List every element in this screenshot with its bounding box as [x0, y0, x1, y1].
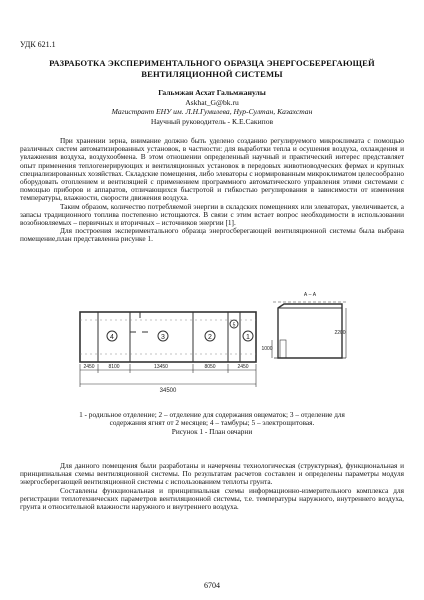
- paragraph: Составлены функциональная и принципиальная схемы информационно-измерительного комплекса для регистрации теплотехнических параметров вентиляционной системы, т.е. температуры наружного, внутреннего воздуха, грунта и относительной влажности наружного и внутреннего воздуха.: [20, 485, 404, 512]
- dimension-label: 8050: [204, 364, 216, 370]
- paragraph: Для данного помещения были разработаны и начерчены технологическая (структурная), функциональная и принципиальная схемы вентиляционной системы. По результатам расчетов составлен и определены параметры модуля энергосберегающей вентиляционной системы с использованием теплоты грунта.: [20, 461, 404, 487]
- dimension-label: 2450: [83, 364, 95, 370]
- author-block: [20, 88, 404, 127]
- room-label: 3: [161, 334, 165, 341]
- caption-title: Рисунок 1 - План овчарни: [171, 426, 253, 436]
- author-email: Askhat_G@bk.ru: [185, 97, 239, 107]
- caption-line: 1 - родильное отделение; 2 – отделение для содержания овцематок; 3 – отделение для: [79, 410, 345, 419]
- room-label: 2: [208, 334, 212, 341]
- title-line-2: ВЕНТИЛЯЦИОННОЙ СИСТЕМЫ: [141, 68, 283, 79]
- section-label: А – А: [303, 292, 317, 298]
- author-affiliation: Магистрант ЕНУ им. Л.Н.Гумилева, Нур-Султан, Казахстан: [111, 107, 313, 117]
- paper-title: [20, 58, 404, 79]
- dimension-label: 2450: [237, 364, 249, 370]
- caption-line: содержания ягнят от 2 месяцев; 4 – тамбуры; 5 – электрощитовая.: [109, 418, 315, 428]
- section-dimension: 1000: [261, 346, 273, 352]
- room-label: 4: [110, 334, 114, 341]
- body-text: [20, 137, 404, 244]
- figure-sheepfold-plan: [78, 284, 350, 404]
- floor-plan: [80, 312, 256, 387]
- page-number: 6704: [204, 581, 220, 590]
- title-line-1: РАЗРАБОТКА ЭКСПЕРИМЕНТАЛЬНОГО ОБРАЗЦА ЭНЕРГОСБЕРЕГАЮЩЕЙ: [49, 58, 375, 68]
- paragraph: Для построения экспериментального образца энергосберегающей вентиляционной системы была выбрана помещение,план представленна рисунке 1.: [20, 226, 404, 244]
- author-name: Гальмжан Асхат Гальмжанулы: [158, 88, 266, 97]
- total-dimension-label: 34500: [159, 388, 177, 394]
- body-text-continued: [20, 462, 404, 511]
- scientific-advisor: Научный руководитель - К.Е.Сакипов: [150, 117, 274, 127]
- room-label: 5: [232, 322, 236, 329]
- paragraph: Таким образом, количество потребляемой энергии в складских помещениях или элеваторах, увеличивается, а запасы традиционного топлива постепенно истощаются. В связи с этим встает вопрос необходимости в использовании возобновляемых – первичных и вторичных – источников энергии [1].: [20, 201, 404, 228]
- room-label: 1: [246, 334, 250, 341]
- udk-code: УДК 621.1: [20, 40, 56, 49]
- figure-caption: [40, 411, 384, 436]
- section-dimension: 2200: [334, 330, 346, 336]
- dimension-label: 13450: [154, 364, 168, 370]
- paragraph: При хранении зерна, внимание должно быть уделено созданию регулируемого микроклимата с помощью различных систем автоматизированных установок, в частности: для выработки тепла и осушения воздуха, охлаждения и увлажнения воздуха, воздухообмена. В этом отношении определенный научный и практический интерес представляет опыт применения теплогенерирующих и вентиляционных установок в передовых животноводческих фермах и крупных специализированных хозяйствах. Складские помещения, либо элеваторы с нормированным микроклиматом целесообразно оборудовать отоплением и вентиляцией с применением программного автоматического управления этими системами с помощью приборов и аппаратов, отличающихся быстротой и гибкостью регулирования в зависимости от изменения температуры, влажности, скорости движения воздуха.: [20, 136, 404, 203]
- dimension-label: 8100: [108, 364, 120, 370]
